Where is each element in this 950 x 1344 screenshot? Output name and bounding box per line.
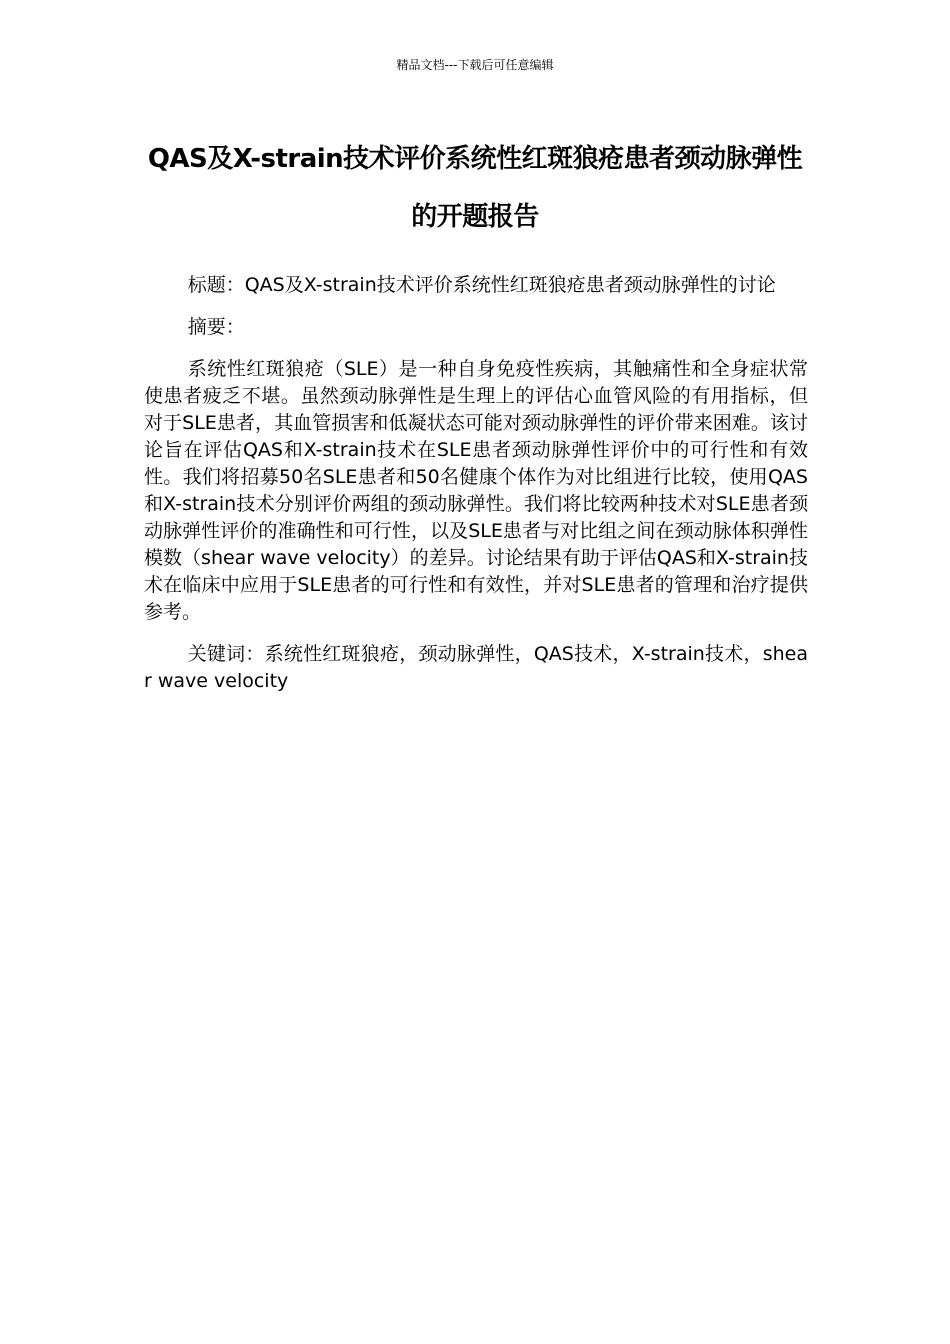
page-header: 精品文档---下载后可任意编辑	[396, 58, 554, 72]
document-body	[144, 272, 808, 710]
abstract-heading: 摘要：	[187, 316, 245, 338]
document-title: QAS及X-strain技术评价系统性红斑狼疮患者颈动脉弹性的开题报告	[147, 144, 803, 232]
abstract-body: 系统性红斑狼疮（SLE）是一种自身免疫性疾病，其触痛性和全身症状常使患者疲乏不堪。虽然颈动脉弹性是生理上的评估心血管风险的有用指标，但对于SLE患者，其血管损害和低凝状态可能对颈动脉弹性的评价带来困难。该讨论旨在评估QAS和X-strain技术在SLE患者颈动脉弹性评价中的可行性和有效性。我们将招募50名SLE患者和50名健康个体作为对比组进行比较，使用QAS和X-strain技术分别评价两组的颈动脉弹性。我们将比较两种技术对SLE患者颈动脉弹性评价的准确性和可行性，以及SLE患者与对比组之间在颈动脉体积弹性模数（shear wave velocity）的差异。讨论结果有助于评估QAS和X-strain技术在临床中应用于SLE患者的可行性和有效性，并对SLE患者的管理和治疗提供参考。	[144, 358, 808, 623]
keywords-line: 关键词：系统性红斑狼疮，颈动脉弹性，QAS技术，X-strain技术，shear wave velocity	[144, 643, 808, 692]
subject-line: 标题：QAS及X-strain技术评价系统性红斑狼疮患者颈动脉弹性的讨论	[187, 274, 776, 296]
